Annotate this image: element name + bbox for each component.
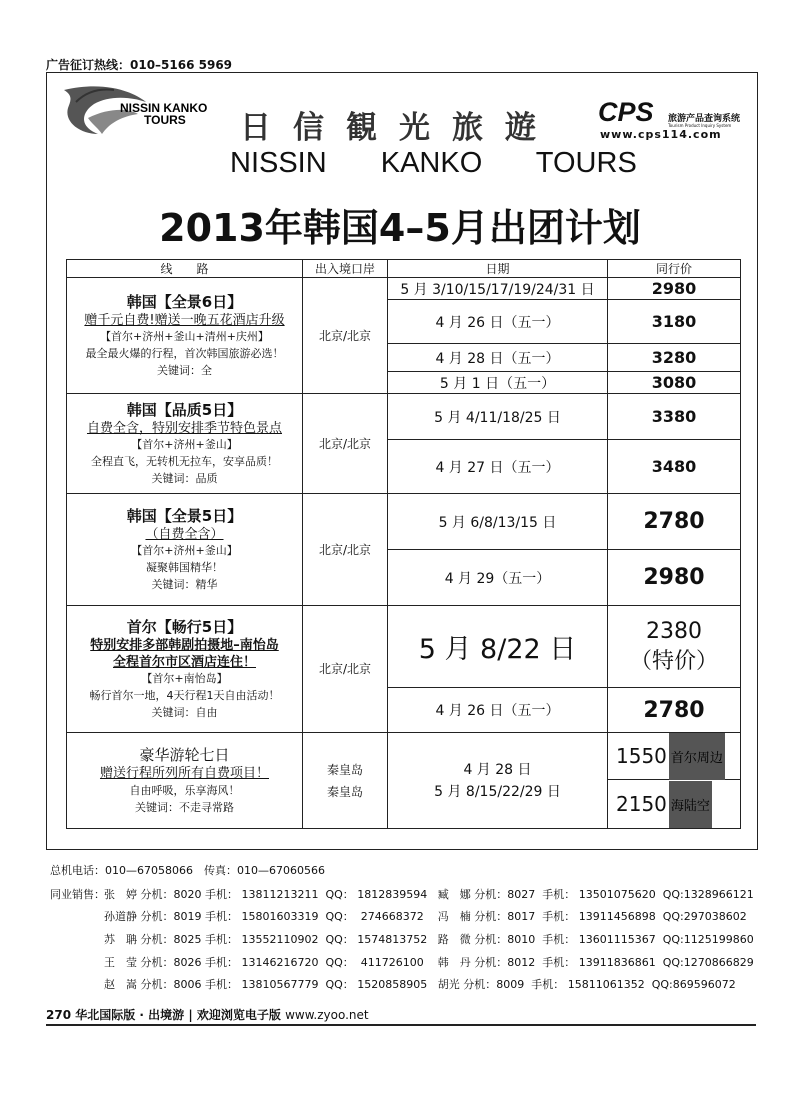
route-cell: 韩国【品质5日】 自费全含，特别安排季节特色景点 【首尔+济州+釜山】 全程直飞，无转机无拉车，安享品质！ 关键词：品质 <box>67 394 303 494</box>
table-row <box>67 394 741 440</box>
sales-row: 张 婷 分机：8020 手机： 13811213211 QQ： 1812839594 臧 娜 分机：8027 手机： 13501075620 QQ:1328966121 <box>104 888 754 901</box>
cps-tagline: 旅游产品查询系统 <box>668 114 741 124</box>
cps-logo <box>598 97 741 141</box>
nissin-logo <box>58 78 218 150</box>
price-cell: 3180 <box>608 300 741 344</box>
brand-name-en: NISSIN KANKO TOURS <box>230 147 637 179</box>
tour-plan-table <box>66 259 741 829</box>
cps-wordmark: CPS <box>598 97 654 127</box>
header-port: 出入境口岸 <box>303 260 388 278</box>
date-cell: 5 月 4/11/18/25 日 <box>388 394 608 440</box>
table-row <box>67 733 741 829</box>
brand-name-cn: 日信観光旅遊 <box>240 110 558 146</box>
price-cell <box>608 733 741 829</box>
cruise-price-row: 2150 海陆空 <box>608 780 740 828</box>
cps-subtitle: Tourism Product Inquiry System <box>668 123 732 128</box>
sales-row: 苏 聃 分机：8025 手机： 13552110902 QQ： 1574813752 路 微 分机：8010 手机： 13601115367 QQ:1125199860 <box>104 933 754 946</box>
date-cell: 5 月 3/10/15/17/19/24/31 日 <box>388 278 608 300</box>
crane-logo-icon <box>58 78 218 150</box>
table-header-row <box>67 260 741 278</box>
port-cell: 北京/北京 <box>303 606 388 733</box>
svg-text:TOURS: TOURS <box>144 113 186 127</box>
table-row <box>67 494 741 550</box>
sales-row: 王 莹 分机：8026 手机： 13146216720 QQ： 411726100 韩 丹 分机：8012 手机： 13911836861 QQ:1270866829 <box>104 956 754 969</box>
sales-row: 孙道静 分机：8019 手机： 15801603319 QQ： 274668372 冯 楠 分机：8017 手机： 13911456898 QQ:297038602 <box>104 910 747 923</box>
route-cell: 韩国【全景6日】 赠千元自费!赠送一晚五花酒店升级 【首尔+济州+釜山+清州+庆州】 最全最火爆的行程，首次韩国旅游必选！ 关键词：全 <box>67 278 303 394</box>
port-cell: 北京/北京 <box>303 494 388 606</box>
footer-divider <box>46 1024 756 1026</box>
svg-text:NISSIN KANKO: NISSIN KANKO <box>120 101 208 115</box>
date-cell: 4 月 28 日（五一） <box>388 344 608 372</box>
route-cell: 韩国【全景5日】 （自费全含） 【首尔+济州+釜山】 凝聚韩国精华！ 关键词：精华 <box>67 494 303 606</box>
header-price: 同行价 <box>608 260 741 278</box>
port-cell: 北京/北京 <box>303 394 388 494</box>
date-cell: 5 月 6/8/13/15 日 <box>388 494 608 550</box>
price-cell: 3280 <box>608 344 741 372</box>
page-footer <box>46 1006 369 1023</box>
price-cell: 3380 <box>608 394 741 440</box>
route-cell: 首尔【畅行5日】 特别安排多部韩剧拍摄地–南怡岛 全程首尔市区酒店连住！ 【首尔+南怡岛】 畅行首尔一地，4天行程1天自由活动！ 关键词：自由 <box>67 606 303 733</box>
date-cell: 4 月 26 日（五一） <box>388 300 608 344</box>
page-footer-text: 270 华北国际版 · 出境游 | 欢迎浏览电子版 <box>46 1008 281 1022</box>
date-cell: 4 月 26 日（五一） <box>388 688 608 733</box>
price-cell: 2980 <box>608 278 741 300</box>
header-route: 线 路 <box>67 260 303 278</box>
page-title: 2013年韩国4–5月出团计划 <box>159 206 641 250</box>
table-row <box>67 278 741 300</box>
port-cell: 秦皇岛 秦皇岛 <box>303 733 388 829</box>
price-tag: 首尔周边 <box>669 733 725 780</box>
price-cell: 2380 （特价） <box>608 606 741 688</box>
price-cell: 2980 <box>608 550 741 606</box>
table-row <box>67 606 741 688</box>
ad-hotline: 广告征订热线：010–5166 5969 <box>46 58 233 72</box>
page-footer-url: www.zyoo.net <box>285 1008 369 1022</box>
date-cell: 4 月 27 日（五一） <box>388 440 608 494</box>
cps-url: www.cps114.com <box>600 128 722 141</box>
date-cell: 4 月 29（五一） <box>388 550 608 606</box>
date-cell: 4 月 28 日 5 月 8/15/22/29 日 <box>388 733 608 829</box>
route-cell: 豪华游轮七日 赠送行程所列所有自费项目！ 自由呼吸，乐享海风！ 关键词：不走寻常路 <box>67 733 303 829</box>
price-cell: 2780 <box>608 494 741 550</box>
price-tag: 海陆空 <box>669 781 712 828</box>
date-cell: 5 月 8/22 日 <box>388 606 608 688</box>
contact-phone: 总机电话：010—67058066 传真：010—67060566 <box>50 864 325 877</box>
price-cell: 3480 <box>608 440 741 494</box>
sales-row: 赵 嵩 分机：8006 手机： 13810567779 QQ： 1520858905 胡光 分机：8009 手机： 15811061352 QQ:869596072 <box>104 978 736 991</box>
cruise-price-row: 1550 首尔周边 <box>608 733 740 780</box>
price-cell: 2780 <box>608 688 741 733</box>
sales-label: 同业销售： <box>50 888 105 901</box>
price-cell: 3080 <box>608 372 741 394</box>
header-date: 日期 <box>388 260 608 278</box>
port-cell: 北京/北京 <box>303 278 388 394</box>
date-cell: 5 月 1 日（五一） <box>388 372 608 394</box>
